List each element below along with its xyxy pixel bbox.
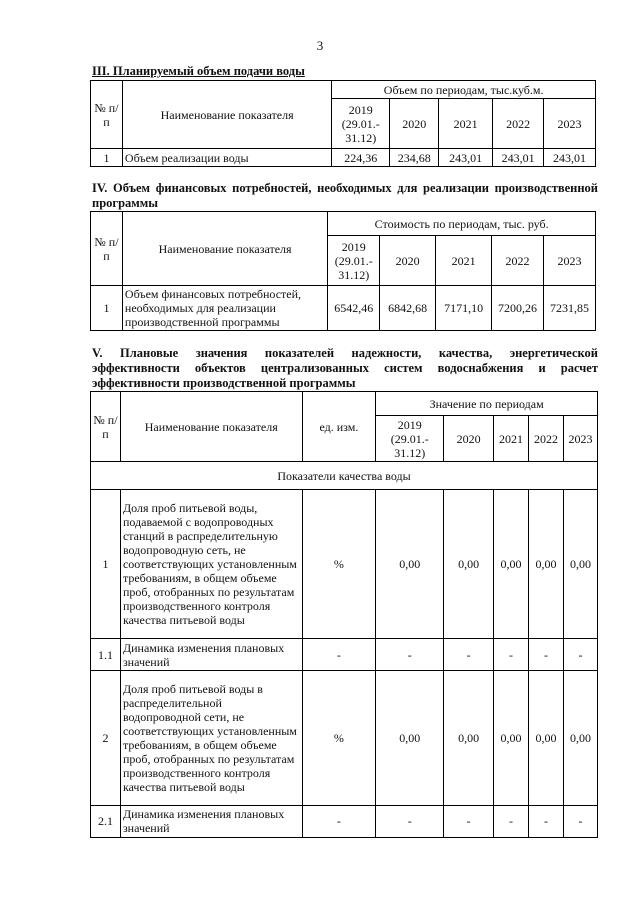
page-number: 3 [316,38,324,53]
value-2021: - [494,805,529,837]
group-title: Показатели качества воды [91,462,598,490]
value-2023: - [563,639,597,671]
value-2019: 224,36 [332,149,390,167]
table-row [91,805,598,837]
row-num: 2.1 [91,805,121,837]
value-2023: 0,00 [563,671,597,806]
period-header-2023: 2023 [563,416,597,462]
value-2021: 7171,10 [436,286,492,331]
value-2022: - [529,639,564,671]
value-2019: - [376,805,444,837]
col-num-header: № п/п [91,392,121,462]
value-2021: 0,00 [494,671,529,806]
value-2019: 6542,46 [328,286,380,331]
col-name-header: Наименование показателя [122,212,327,286]
value-2020: 0,00 [444,671,494,806]
value-2022: 0,00 [529,671,564,806]
period-header-2021: 2021 [439,99,493,149]
period-header-2020: 2020 [380,236,436,286]
period-header-2023: 2023 [544,99,596,149]
period-header: Объем по периодам, тыс.куб.м. [332,81,596,99]
table-row [91,286,596,331]
row-num: 2 [91,671,121,806]
planned-supply-table [90,80,596,167]
col-unit-header: ед. изм. [302,392,376,462]
value-2019: - [376,639,444,671]
table-row [91,149,596,167]
section-4-title: IV. Объем финансовых потребностей, необходимых для реализации производственной программы [92,181,598,210]
section-3-title: III. Планируемый объем подачи воды [92,64,305,78]
value-2019: 0,00 [376,490,444,639]
value-2020: 6842,68 [380,286,436,331]
value-2020: - [444,639,494,671]
period-header-2020: 2020 [390,99,439,149]
row-name: Объем реализации воды [122,149,331,167]
period-header-2019: 2019 (29.01.- 31.12) [376,416,444,462]
period-header: Стоимость по периодам, тыс. руб. [328,212,596,236]
row-num: 1 [91,490,121,639]
col-name-header: Наименование показателя [120,392,302,462]
row-name: Объем финансовых потребностей, необходимых для реализации производственной программы [122,286,327,331]
table-row [91,639,598,671]
period-header-2019: 2019 (29.01.- 31.12) [332,99,390,149]
table-row [91,671,598,806]
col-num-header: № п/п [91,212,123,286]
value-2022: 243,01 [493,149,544,167]
period-header-2020: 2020 [444,416,494,462]
value-2020: 234,68 [390,149,439,167]
value-2020: - [444,805,494,837]
value-2023: 0,00 [563,490,597,639]
row-name: Динамика изменения плановых значений [120,805,302,837]
period-header-2023: 2023 [544,236,596,286]
row-name: Доля проб питьевой воды в распределительной водопроводной сети, не соответствующих установленным требованиям, в общем объеме проб, отобранных по результатам производственного контроля качества питьевой воды [120,671,302,806]
value-2021: 243,01 [439,149,493,167]
period-header-2019: 2019 (29.01.- 31.12) [328,236,380,286]
col-num-header: № п/п [91,81,123,149]
row-unit: % [302,671,376,806]
row-name: Динамика изменения плановых значений [120,639,302,671]
value-2022: - [529,805,564,837]
row-unit: - [302,805,376,837]
value-2021: - [494,639,529,671]
period-header-2021: 2021 [436,236,492,286]
value-2023: 7231,85 [544,286,596,331]
row-name: Доля проб питьевой воды, подаваемой с водопроводных станций в распределительную водопроводную сеть, не соответствующих установленным требованиям, в общем объеме проб, отобранных по результатам производственного контроля качества питьевой воды [120,490,302,639]
period-header-2021: 2021 [494,416,529,462]
row-num: 1 [91,149,123,167]
value-2022: 7200,26 [492,286,544,331]
period-header-2022: 2022 [493,99,544,149]
value-2023: 243,01 [544,149,596,167]
row-num: 1.1 [91,639,121,671]
section-5-title: V. Плановые значения показателей надежности, качества, энергетической эффективности объектов централизованных систем водоснабжения и расчет эффективности производственной программы [92,346,598,390]
value-2021: 0,00 [494,490,529,639]
value-2022: 0,00 [529,490,564,639]
col-name-header: Наименование показателя [122,81,331,149]
period-header-2022: 2022 [492,236,544,286]
financial-needs-table [90,211,596,331]
row-num: 1 [91,286,123,331]
value-2019: 0,00 [376,671,444,806]
row-unit: - [302,639,376,671]
reliability-indicators-table [90,391,598,838]
period-header-2022: 2022 [529,416,564,462]
row-unit: % [302,490,376,639]
period-header: Значение по периодам [376,392,598,416]
table-row [91,490,598,639]
value-2020: 0,00 [444,490,494,639]
value-2023: - [563,805,597,837]
